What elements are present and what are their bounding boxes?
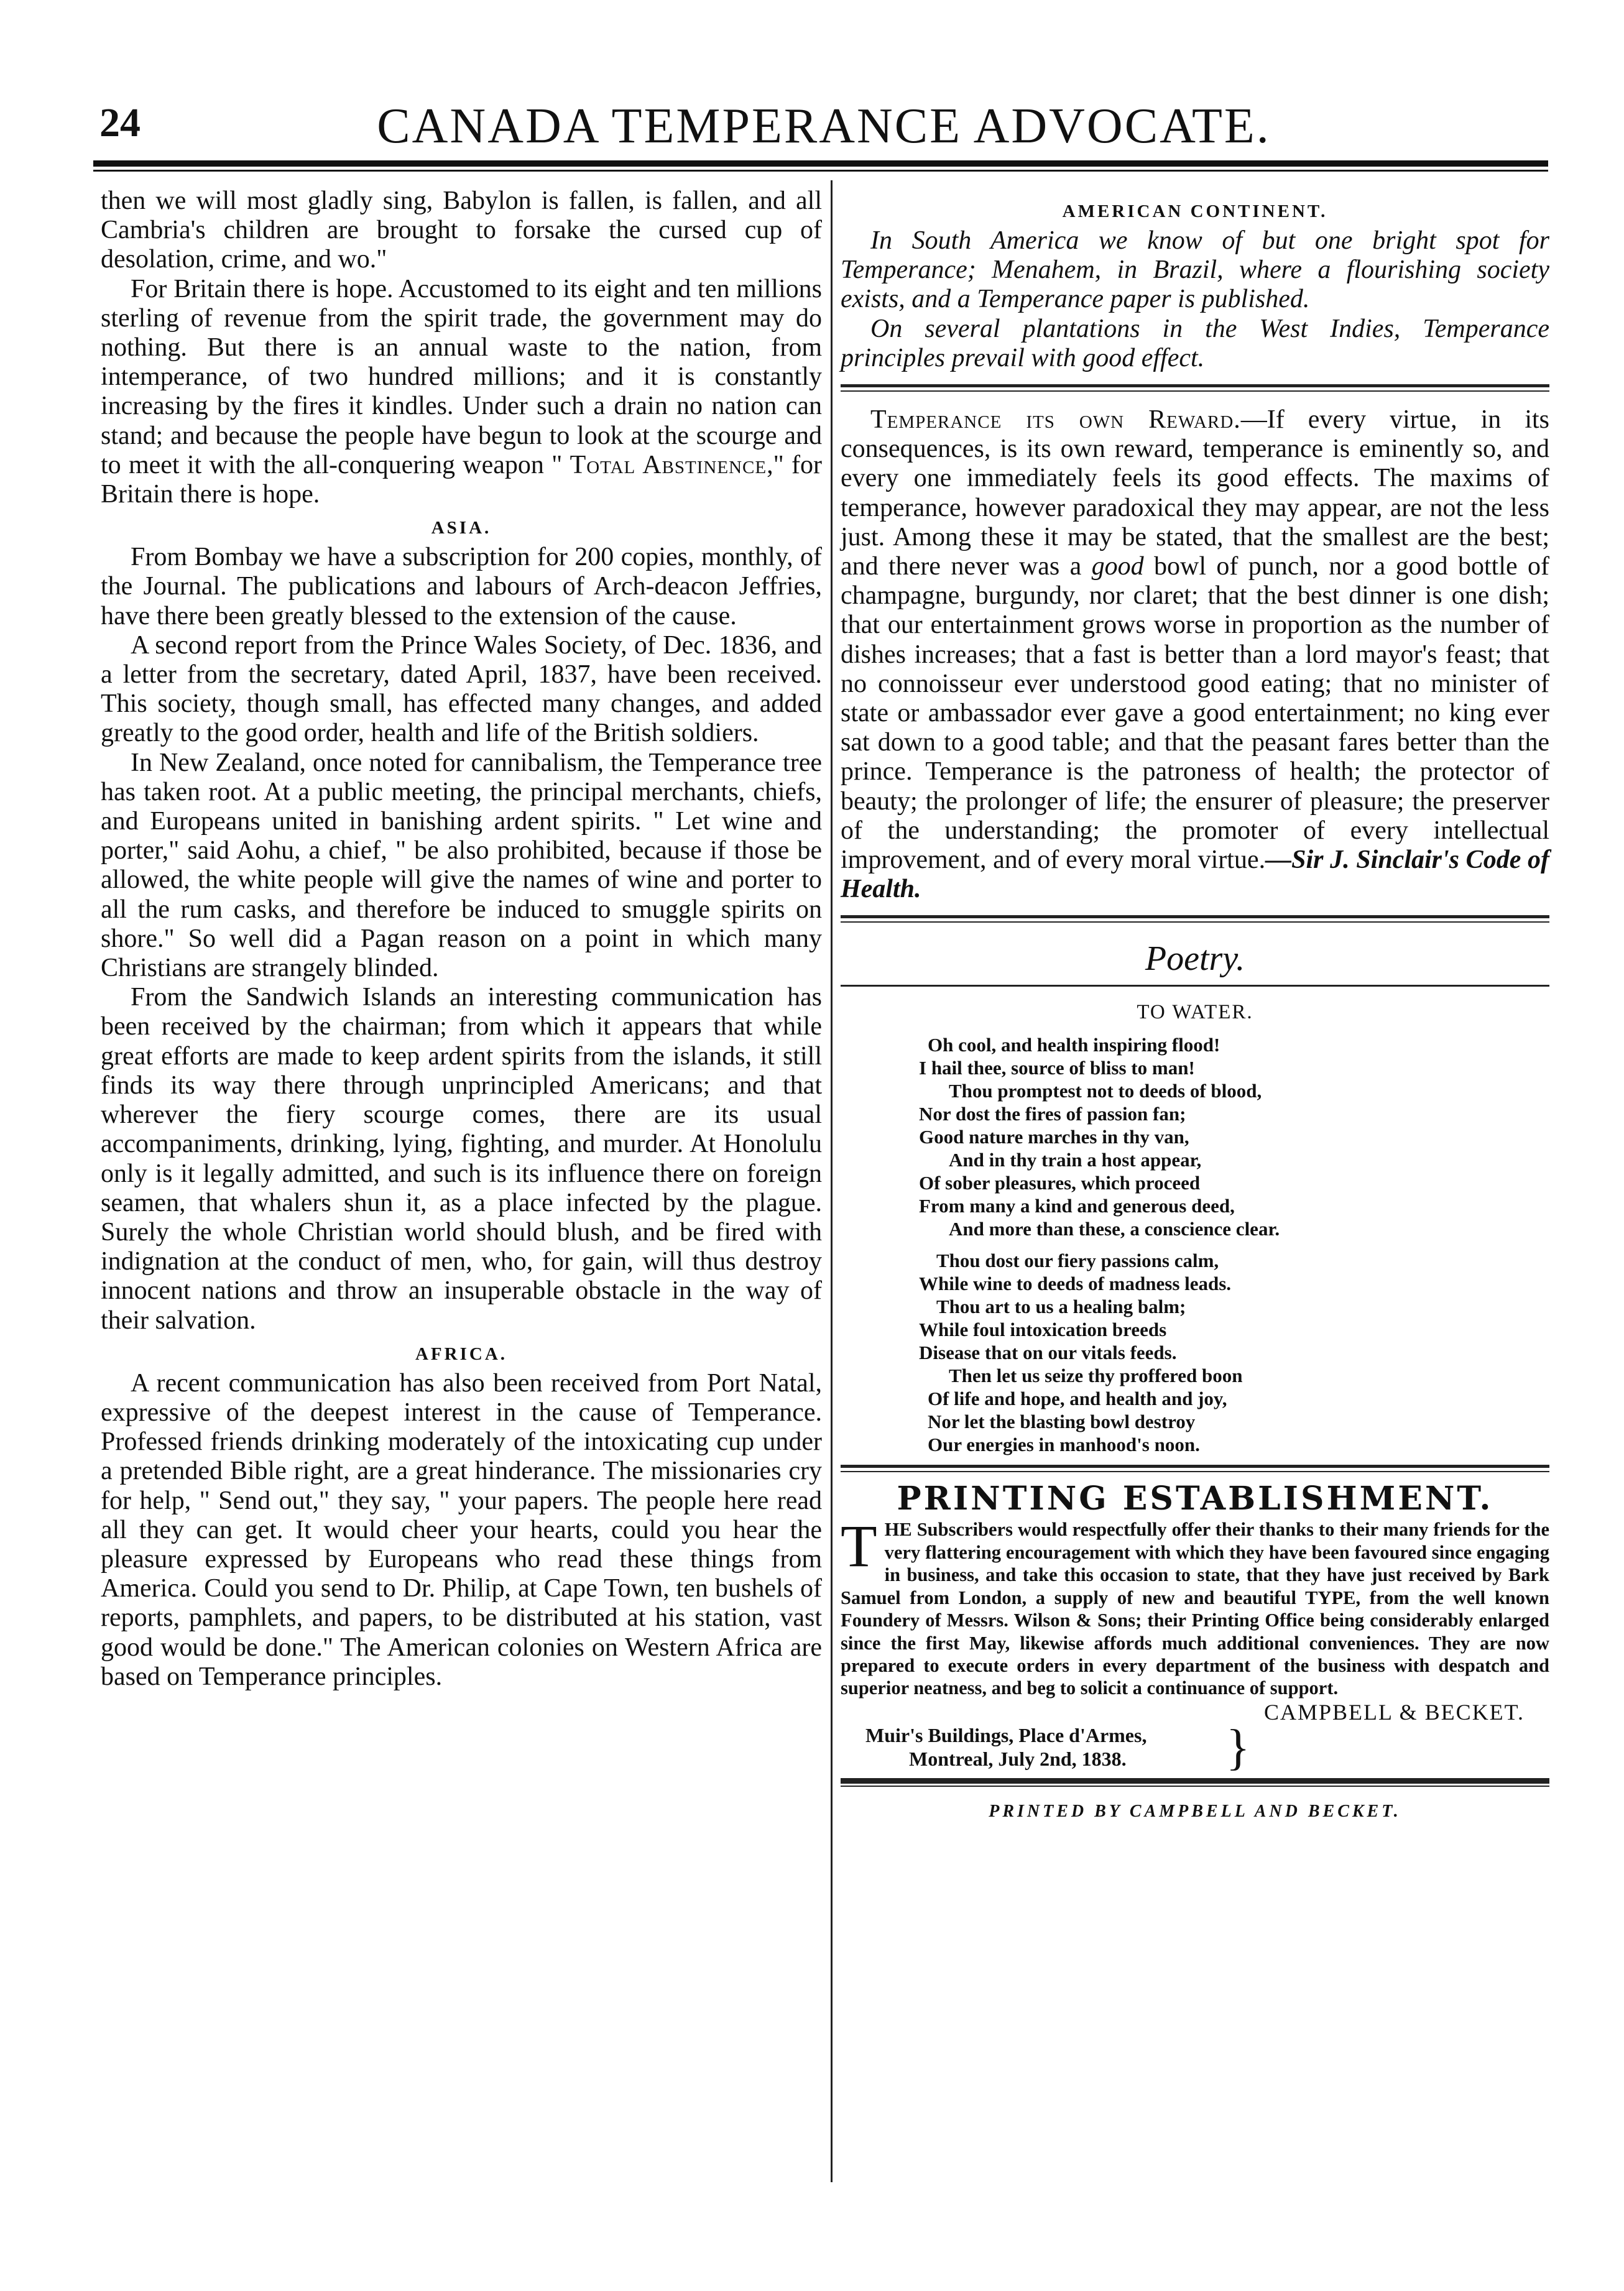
poem-line: Our energies in manhood's noon. [928, 1434, 1200, 1456]
poem-line: I hail thee, source of bliss to man! [919, 1057, 1195, 1079]
article-temperance-reward: Temperance its own Reward.—If every virtue, in its consequences, is its own reward, temperance is eminently so, and every one immediately feels its good effects. The maxims of temperance, however paradoxical they may appear, are not the less just. Among these it may be stated, that the smallest are the best; and there never was a good bowl of punch, nor a good bottle of champagne, burgundy, nor claret; that the best dinner is one dish; that our entertainment grows worse in proportion as the number of dishes increases; that a fast is better than a lord mayor's feast; that no connoisseur ever understood good eating; that no minister of state or ambassador ever gave a good entertainment; no king ever sat down to a good table; and that the peasant fares better than the prince. Temperance is the patroness of health; the protector of beauty; the prolonger of life; the ensurer of pleasure; the preserver of the understanding; the promoter of every intellectual improvement, and of every moral virtue.—Sir J. Sinclair's Code of Health. [841, 405, 1550, 904]
page-number: 24 [99, 100, 141, 145]
paragraph-wales-end: then we will most gladly sing, Babylon is fallen, is fallen, and all Cambria's children are brought to forsake the cursed cup of desolation, crime, and wo." [101, 187, 822, 274]
poem-line: Thou art to us a healing balm; [936, 1296, 1186, 1318]
section-rule [841, 384, 1549, 393]
section-rule [841, 915, 1549, 924]
poem-line: And more than these, a conscience clear. [949, 1218, 1280, 1240]
poem-stanza [919, 1033, 1549, 1240]
section-rule [841, 1465, 1549, 1473]
paragraph-prince-wales: A second report from the Prince Wales Society, of Dec. 1836, and a letter from the secretary, dated April, 1837, have been received. This society, though small, has effected many changes, and added greatly to the good order, health and life of the British soldiers. [101, 630, 822, 748]
poem-line: Nor dost the fires of passion fan; [919, 1103, 1186, 1125]
masthead-title: CANADA TEMPERANCE ADVOCATE. [377, 99, 1271, 154]
poem-line: Oh cool, and health inspiring flood! [928, 1034, 1220, 1056]
poem-line: Thou dost our fiery passions calm, [936, 1250, 1219, 1272]
advertisement-address: Muir's Buildings, Place d'Armes, Montreal, July 2nd, 1838. } [865, 1720, 1250, 1776]
poem-line: Of sober pleasures, which proceed [919, 1172, 1201, 1194]
advertisement-heading: PRINTING ESTABLISHMENT. [897, 1480, 1493, 1518]
poem-title: TO WATER. [1137, 1001, 1253, 1024]
left-column [101, 187, 822, 1692]
header-rule [93, 160, 1548, 173]
section-heading-africa: AFRICA. [415, 1344, 508, 1364]
paragraph-britain: For Britain there is hope. Accustomed to its eight and ten millions sterling of revenue from the spirit trade, the government may do nothing. But there is an annual waste to the nation, from intemperance, of two hundred millions; and it is constantly increasing by the fires it kindles. Under such a drain no nation can stand; and because the people have begun to look at the scourge and to meet it with the all-conquering weapon " Total Abstinence," for Britain there is hope. [101, 274, 822, 509]
footer-rule [841, 1778, 1549, 1787]
printer-footer: PRINTED BY CAMPBELL AND BECKET. [989, 1802, 1401, 1822]
section-heading-asia: ASIA. [431, 518, 492, 538]
poem-line: Good nature marches in thy van, [919, 1126, 1189, 1148]
advertisement-signature: CAMPBELL & BECKET. [1263, 1699, 1525, 1725]
page-header [93, 93, 1554, 162]
poem-line: From many a kind and generous deed, [919, 1195, 1235, 1217]
poem-line: While foul intoxication breeds [919, 1319, 1167, 1341]
advertisement-text: THE Subscribers would respectfully offer their thanks to their many friends for the very flattering encouragement with which they have been favoured since engaging in business, and take this occasion to state, that they have just received by Bark Samuel from London, a supply of new and beautiful TYPE, from the well known Foundery of Messrs. Wilson & Sons; their Printing Office being considerably enlarged since the first May, likewise affords much additional conveniences. They are now prepared to execute orders in every department of the business with despatch and superior neatness, and beg to solicit a continuance of support. CAMPBELL & BECKET. [841, 1513, 1549, 1725]
article-title: Temperance its own Reward. [870, 405, 1241, 435]
poem-line: Then let us seize thy proffered boon [949, 1365, 1243, 1387]
poem-line: While wine to deeds of madness leads. [919, 1273, 1232, 1295]
poetry-heading: Poetry. [1145, 939, 1245, 979]
paragraph-west-indies: On several plantations in the West Indies, Temperance principles prevail with good effect. [841, 314, 1549, 372]
poem-line: Nor let the blasting bowl destroy [928, 1411, 1196, 1433]
poem-line: Thou promptest not to deeds of blood, [949, 1080, 1262, 1102]
column-divider [831, 180, 833, 2182]
brace-glyph: } [1226, 1720, 1250, 1776]
paragraph-south-america: In South America we know of but one bright spot for Temperance; Menahem, in Brazil, where a flourishing society exists, and a Temperance paper is published. [841, 226, 1549, 314]
section-rule [841, 985, 1549, 993]
drop-cap: T [841, 1513, 877, 1580]
right-column [841, 187, 1549, 1826]
section-heading-america: AMERICAN CONTINENT. [1062, 201, 1328, 221]
poem [919, 1033, 1549, 1456]
paragraph-new-zealand: In New Zealand, once noted for cannibalism, the Temperance tree has taken root. At a public meeting, the principal merchants, chiefs, and Europeans united in banishing ardent spirits. " Let wine and porter," said Aohu, a chief, " be also prohibited, because if those be allowed, the white people will give the names of wine and porter to all the rum casks, and therefore be induced to smuggle spirits on shore." So well did a Pagan reason on a point in which many Christians are strangely blinded. [101, 748, 822, 983]
total-abstinence-term: Total Abstinence [570, 450, 767, 479]
article-source: —Sir J. Sinclair's Code of Health. [841, 846, 1549, 904]
poem-line: And in thy train a host appear, [949, 1149, 1202, 1171]
paragraph-port-natal: A recent communication has also been received from Port Natal, expressive of the deepest interest in the cause of Temperance. Professed friends drinking moderately of the intoxicating cup under a pretended Bible right, are a great hinderance. The missionaries cry for help, " Send out," they say, " your papers. The people here read all they can get. It would cheer your hearts, could you hear the pleasure expressed by Europeans who read these things from America. Could you send to Dr. Philip, at Cape Town, ten bushels of reports, pamphlets, and papers, to be distributed at his station, vast good would be done." The American colonies on Western Africa are based on Temperance principles. [101, 1368, 822, 1691]
poem-stanza [919, 1249, 1549, 1456]
poem-line: Of life and hope, and health and joy, [928, 1388, 1227, 1410]
poem-line: Disease that on our vitals feeds. [919, 1342, 1177, 1364]
paragraph-bombay: From Bombay we have a subscription for 200 copies, monthly, of the Journal. The publications and labours of Arch-deacon Jeffries, have there been greatly blessed to the extension of the cause. [101, 543, 822, 630]
paragraph-sandwich-islands: From the Sandwich Islands an interesting communication has been received by the chairman; from which it appears that while great efforts are made to keep ardent spirits from the islands, it still finds its way there through unprincipled Americans; and that wherever the fiery scourge comes, there are its usual accompaniments, drinking, lying, fighting, and murder. At Honolulu only is it legally admitted, and such is its influence there on foreign seamen, that whalers shun it, as a place infected by the plague. Surely the whole Christian world should blush, and be fired with indignation at the conduct of men, who, for gain, will thus destroy innocent nations and throw an insuperable obstacle in the way of their salvation. [101, 983, 822, 1335]
